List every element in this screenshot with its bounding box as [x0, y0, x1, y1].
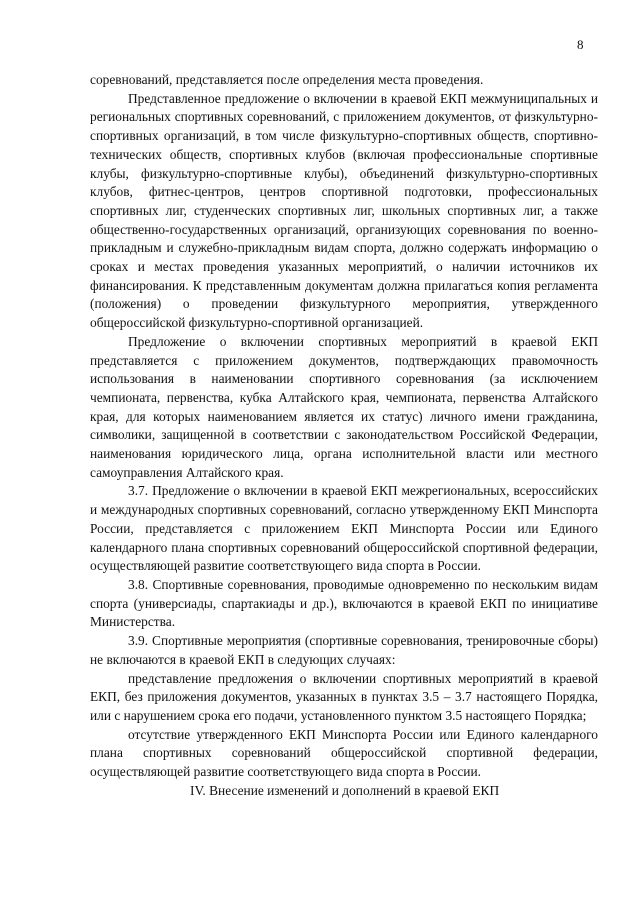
paragraph-exclusion-case-2: отсутствие утвержденного ЕКП Минспорта России или Единого календарного плана спортивных соревнований общероссийской спортивной федерации, осуществляющей развитие соответствующего вида спорта в России. — [90, 726, 598, 780]
page-number: 8 — [577, 37, 584, 52]
paragraph-exclusion-case-1: представление предложения о включении спортивных мероприятий в краевой ЕКП, без приложения документов, указанных в пунктах 3.5 – 3.7 настоящего Порядка, или с нарушением срока его подачи, установленного пунктом 3.5 настоящего Порядка; — [90, 670, 598, 723]
paragraph-clause-3-7: 3.7. Предложение о включении в краевой ЕКП межрегиональных, всероссийских и международных спортивных соревнований, согласно утвержденному ЕКП Минспорта России, представляется с приложением ЕКП Минспорта России или Единого календарного плана спортивных соревнований общероссийской спортивной федерации, осуществляющей развитие соответствующего вида спорта в России. — [90, 483, 598, 574]
paragraph-clause-3-9: 3.9. Спортивные мероприятия (спортивные соревнования, тренировочные сборы) не включаются в краевой ЕКП в следующих случаях: — [90, 633, 598, 667]
paragraph-naming-rights: Предложение о включении спортивных мероприятий в краевой ЕКП представляется с приложением документов, подтверждающих правомочность использования в наименовании спортивного соревнования (за исключением чемпионата, первенства, кубка Алтайского края, чемпионата, первенства Алтайского края, для которых наименованием является их статус) личного имени гражданина, символики, защищенной в соответствии с законодательством Российской Федерации, наименования юридического лица, органа исполнительной власти или местного самоуправления Алтайского края. — [90, 333, 598, 480]
paragraph-continuation: соревнований, представляется после определения места проведения. — [90, 72, 484, 87]
paragraph-clause-3-8: 3.8. Спортивные соревнования, проводимые одновременно по нескольким видам спорта (универсиады, спартакиады и др.), включаются в краевой ЕКП по инициативе Министерства. — [90, 576, 598, 630]
document-body — [90, 71, 598, 800]
section-heading: IV. Внесение изменений и дополнений в краевой ЕКП — [190, 782, 500, 798]
paragraph-submission-requirements: Представленное предложение о включении в краевой ЕКП межмуниципальных и региональных спортивных соревнований, с приложением документов, от физкультурно-спортивных организаций, в том числе физкультурно-спортивных обществ, спортивно-технических обществ, спортивных клубов (включая профессиональные спортивные клубы, физкультурно-спортивные клубы), объединений физкультурно-спортивных клубов, фитнес-центров, центров спортивной подготовки, профессиональных спортивных лиг, студенческих спортивных лиг, школьных спортивных лиг, а также общественно-государственных организаций, организующих соревнования по военно-прикладным и служебно-прикладным видам спорта, должно содержать информацию о сроках и местах проведения указанных мероприятий, о наличии источников их финансирования. К представленным документам должна прилагаться копия регламента (положения) о проведении физкультурного мероприятия, утвержденного общероссийской физкультурно-спортивной организацией. — [90, 90, 598, 331]
